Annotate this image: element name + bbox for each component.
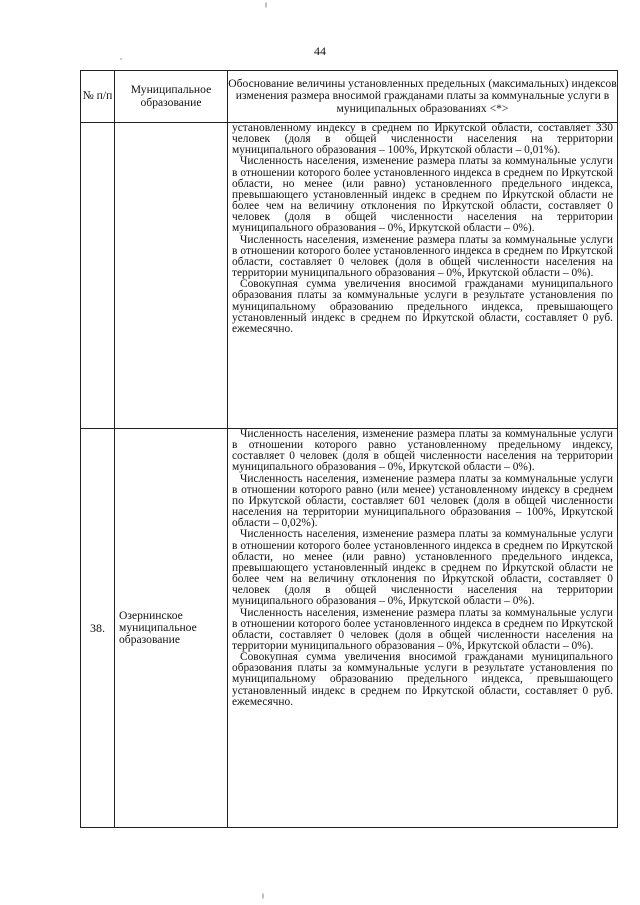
justification-paragraph: Совокупная сумма увеличения вносимой гражданами муниципального образования платы за коммунальные услуги в результате установления по муниципальному образованию предельного индекса, превышающего установленный индекс в среднем по Иркутской области, составляет 0 руб. ежемесячно.: [232, 278, 613, 335]
page-number: 44: [314, 44, 326, 58]
justification-paragraph: Численность населения, изменение размера платы за коммунальные услуги в отношении которого более установленного индекса в среднем по Иркутской области, составляет 0 человек (доля в общей численности населения на территории муниципального образования – 0%, Иркутской области – 0%).: [232, 233, 613, 280]
justification-paragraph: Численность населения, изменение размера платы за коммунальные услуги в отношении которого равно установленному предельному индексу, составляет 0 человек (доля в общей численности населения на территории муниципального образования – 0%, Иркутской области – 0%).: [232, 428, 613, 474]
header-municipality: Муниципальное образование: [115, 71, 228, 123]
justification-cell: [228, 429, 618, 828]
municipality-name: Озернинское муниципальное образование: [115, 429, 228, 828]
row-number: [81, 123, 115, 429]
table-row: [81, 429, 618, 828]
justification-paragraph: Численность населения, изменение размера платы за коммунальные услуги в отношении которого более установленного индекса в среднем по Иркутской области, но менее (или равно) установленного предельного индекса, превышающего установленный индекс в среднем по Иркутской области не более чем на величину отклонения по Иркутской области, составляет 0 человек (доля в общей численности населения на территории муниципального образования – 0%, Иркутской области – 0%).: [232, 528, 613, 608]
scan-speck: [120, 58, 122, 60]
header-num: № п/п: [81, 71, 115, 123]
row-number: 38.: [81, 429, 115, 828]
justification-table: [80, 70, 618, 828]
municipality-name: [115, 123, 228, 429]
justification-paragraph: Совокупная сумма увеличения вносимой гражданами муниципального образования платы за коммунальные услуги в результате установления по муниципальному образованию предельного индекса, превышающего установленный индекс в среднем по Иркутской области, составляет 0 руб. ежемесячно.: [232, 651, 613, 708]
justification-cell: [228, 123, 618, 429]
scan-speck: [262, 893, 264, 899]
justification-paragraph: установленному индексу в среднем по Иркутской области, составляет 330 человек (доля в общей численности населения на территории муниципального образования – 100%, Иркутской области – 0,01%).: [232, 122, 613, 157]
header-justification: Обоснование величины установленных предельных (максимальных) индексов изменения размера вносимой гражданами платы за коммунальные услуги в муниципальных образованиях <*>: [228, 71, 618, 123]
justification-paragraph: Численность населения, изменение размера платы за коммунальные услуги в отношении которого более установленного индекса в среднем по Иркутской области, составляет 0 человек (доля в общей численности населения на территории муниципального образования – 0%, Иркутской области – 0%).: [232, 606, 613, 652]
justification-paragraph: Численность населения, изменение размера платы за коммунальные услуги в отношении которого более установленного индекса в среднем по Иркутской области, но менее (или равно) установленного предельного индекса, превышающего установленный индекс в среднем по Иркутской области не более чем на величину отклонения по Иркутской области, составляет 0 человек (доля в общей численности населения на территории муниципального образования – 0%, Иркутской области – 0%).: [232, 155, 613, 235]
scan-speck: [265, 2, 267, 8]
table-header-row: [81, 71, 618, 123]
justification-paragraph: Численность населения, изменение размера платы за коммунальные услуги в отношении которого равно (или менее) установленному индексу в среднем по Иркутской области, составляет 601 человек (доля в общей численности населения на территории муниципального образования – 100%, Иркутской области – 0,02%).: [232, 472, 613, 530]
table-row: [81, 123, 618, 429]
